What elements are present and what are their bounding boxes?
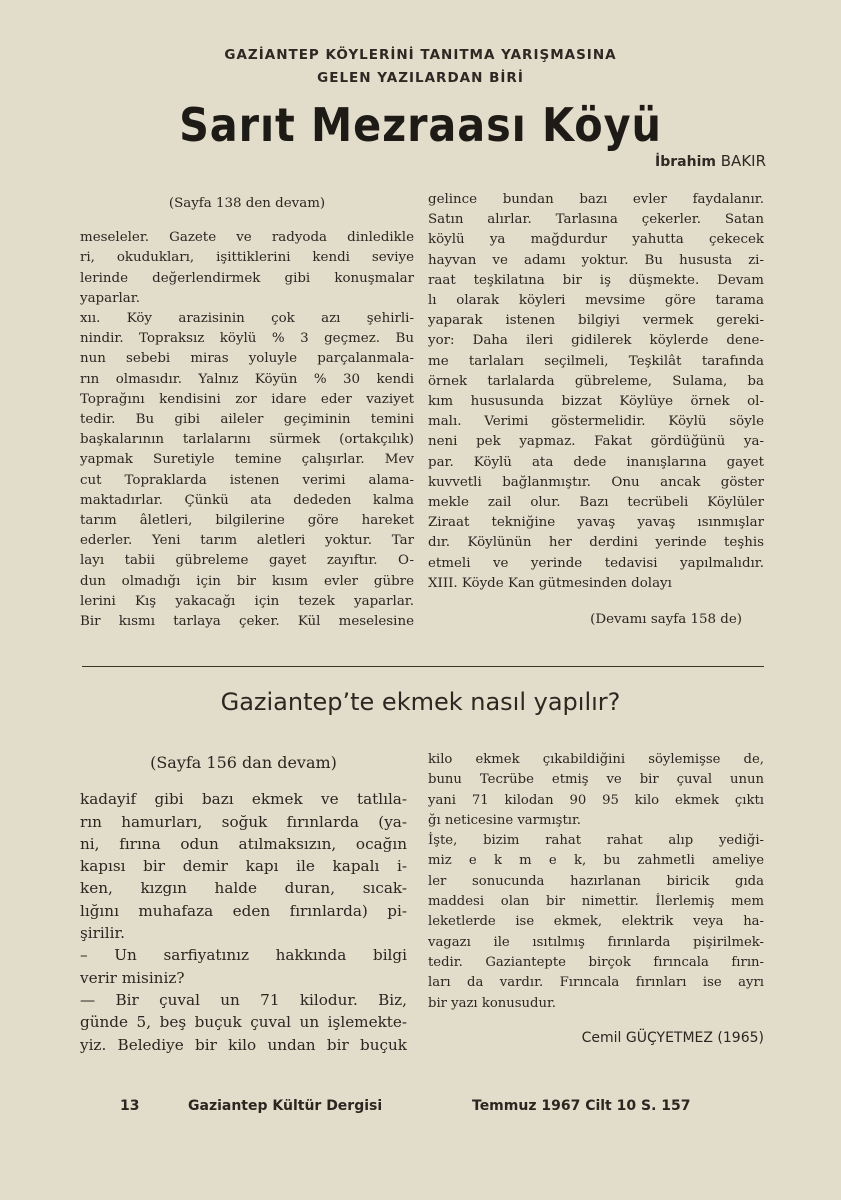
text-line: – Un sarfiyatınız hakkında bilgi — [80, 946, 407, 965]
article1-right-text — [428, 190, 764, 594]
continues-on-note: (Devamı sayfa 158 de) — [590, 612, 742, 628]
text-line: ni, fırına odun atılmaksızın, ocağın — [80, 834, 407, 853]
text-line: neni pek yapmaz. Fakat gördüğünü ya- — [428, 434, 764, 450]
text-line: günde 5, beş buçuk çuval un işlemekte- — [80, 1013, 407, 1032]
text-line: meseleler. Gazete ve radyoda dinledikle — [80, 230, 414, 246]
magazine-name: Gaziantep Kültür Dergisi — [188, 1098, 383, 1114]
text-line: XIII. Köyde Kan gütmesinden dolayı — [428, 575, 672, 591]
page-number: 13 — [120, 1098, 140, 1114]
text-line: kuvvetli bağlanmıştır. Onu ancak göster — [428, 474, 764, 490]
text-line: ler sonucunda hazırlanan biricik gıda — [428, 873, 764, 889]
article2-left-text — [80, 788, 407, 1056]
text-line: lerini Kış yakacağı için tezek yaparlar. — [80, 593, 414, 609]
text-line: dun olmadığı için bir kısım evler gübre — [80, 573, 414, 589]
text-line: yor: Daha ileri gidilerek köylerde dene- — [428, 333, 764, 349]
text-line: verir misiniz? — [80, 968, 185, 987]
article-title: Sarıt Mezraası Köyü — [179, 98, 662, 152]
article2-right-text — [428, 750, 764, 1014]
text-line: Bir kısmı tarlaya çeker. Kül meselesine — [80, 614, 414, 630]
text-line: kapısı bir demir kapı ile kapalı i- — [80, 857, 407, 876]
text-line: hayvan ve adamı yoktur. Bu hususta zi- — [428, 252, 764, 268]
text-line: Satın alırlar. Tarlasına çekerler. Satan — [428, 212, 764, 228]
text-line: cut Topraklarda istenen verimi alama- — [80, 472, 414, 488]
text-line: lerinde değerlendirmek gibi konuşmalar — [80, 270, 414, 286]
text-line: malı. Verimi göstermelidir. Köylü söyle — [428, 414, 764, 430]
text-line: xıı. Köy arazisinin çok azı şehirli- — [80, 311, 414, 327]
text-line: kilo ekmek çıkabildiğini söylemişse de, — [428, 752, 764, 767]
issue-info: Temmuz 1967 Cilt 10 S. 157 — [472, 1098, 691, 1114]
text-line: rın olmasıdır. Yalnız Köyün % 30 kendi — [80, 371, 414, 387]
text-line: ederler. Yeni tarım aletleri yoktur. Tar — [80, 533, 414, 549]
contest-header-line2: GELEN YAZILARDAN BİRİ — [317, 70, 524, 86]
text-line: bir yazı konusudur. — [428, 995, 556, 1011]
text-line: etmeli ve yerinde tedavisi yapılmalıdır. — [428, 555, 764, 571]
article2-right-column — [428, 750, 764, 1048]
article1-left-text — [80, 228, 414, 632]
text-line: ken, kızgın halde duran, sıcak- — [80, 879, 407, 898]
text-line: rın hamurları, soğuk fırınlarda (ya- — [80, 812, 407, 831]
section-divider — [82, 666, 764, 667]
article-author — [655, 152, 766, 170]
continued-from-note: (Sayfa 138 den devam) — [168, 196, 326, 211]
text-line: vagazı ile ısıtılmış fırınlarda pişirilmek- — [428, 934, 764, 950]
text-line: dır. Köylünün her derdini yerinde teşhis — [428, 535, 764, 551]
text-line: kım hususunda bizzat Köylüye örnek ol- — [428, 394, 764, 410]
text-line: tedir. Gaziantepte birçok fırıncala fırın- — [428, 954, 764, 970]
text-line: ları da vardır. Fırıncala fırınları ise ayrı — [428, 975, 764, 991]
author-first-name: İbrahim — [655, 154, 716, 170]
text-line: yani 71 kilodan 90 95 kilo ekmek çıktı — [428, 792, 764, 808]
text-line: leketlerde ise ekmek, elektrik veya ha- — [428, 914, 764, 930]
text-line: yaparlar. — [80, 290, 140, 306]
text-line: bunu Tecrübe etmiş ve bir çuval unun — [428, 772, 764, 788]
text-line: nun sebebi miras yoluyle parçalanmala- — [80, 351, 414, 367]
text-line: köylü ya mağdurdur yahutta çekecek — [428, 232, 764, 248]
text-line: par. Köylü ata dede inanışlarına gayet — [428, 454, 764, 470]
text-line: mekle zail olur. Bazı tecrübeli Köylüler — [428, 495, 764, 511]
second-article-title: Gaziantep’te ekmek nasıl yapılır? — [220, 688, 621, 716]
text-line: layı tabii gübreleme gayet zayıftır. O- — [80, 553, 414, 569]
text-line: raat teşkilatına bir iş düşmekte. Devam — [428, 272, 764, 288]
continued-from-note-2: (Sayfa 156 dan devam) — [150, 753, 337, 772]
text-line: tarım âletleri, bilgilerine göre hareket — [80, 513, 414, 529]
second-article-author: Cemil GÜÇYETMEZ (1965) — [581, 1029, 764, 1046]
text-line: ri, okudukları, işittiklerini kendi seviye — [80, 250, 414, 266]
text-line: me tarlaları seçilmeli, Teşkilât tarafında — [428, 353, 764, 369]
text-line: — Bir çuval un 71 kilodur. Biz, — [80, 990, 407, 1009]
text-line: kadayif gibi bazı ekmek ve tatlıla- — [80, 790, 407, 809]
text-line: İşte, bizim rahat rahat alıp yediği- — [428, 833, 764, 849]
text-line: lığını muhafaza eden fırınlarda) pi- — [80, 901, 407, 920]
text-line: nindir. Topraksız köylü % 3 geçmez. Bu — [80, 331, 414, 347]
text-line: miz e k m e k, bu zahmetli ameliye — [428, 853, 764, 869]
text-line: tedir. Bu gibi aileler geçiminin temini — [80, 412, 414, 428]
text-line: maddesi olan bir nimettir. İlerlemiş mem — [428, 894, 764, 910]
author-last-name: BAKIR — [720, 152, 766, 170]
text-line: maktadırlar. Çünkü ata dededen kalma — [80, 492, 414, 508]
text-line: gelince bundan bazı evler faydalanır. — [428, 192, 764, 207]
text-line: Ziraat tekniğine yavaş yavaş ısınmışlar — [428, 515, 764, 531]
text-line: şirilir. — [80, 924, 125, 943]
text-line: lı olarak köyleri mevsime göre tarama — [428, 293, 764, 309]
contest-header-line1: GAZİANTEP KÖYLERİNİ TANITMA YARIŞMASINA — [224, 47, 617, 63]
article1-left-column — [80, 190, 414, 632]
text-line: yiz. Belediye bir kilo undan bir buçuk — [80, 1035, 407, 1054]
text-line: Toprağını kendisini zor idare eder vaziyet — [80, 391, 414, 407]
text-line: yapmak Suretiyle temine çalışırlar. Mev — [80, 452, 414, 468]
text-line: ğı neticesine varmıştır. — [428, 812, 582, 828]
text-line: başkalarının tarlalarını sürmek (ortakçılık) — [80, 432, 414, 448]
article1-right-column — [428, 190, 764, 630]
text-line: yaparak istenen bilgiyi vermek gereki- — [428, 313, 764, 329]
text-line: örnek tarlalarda gübreleme, Sulama, ba — [428, 373, 764, 389]
article2-left-column — [80, 752, 407, 1056]
